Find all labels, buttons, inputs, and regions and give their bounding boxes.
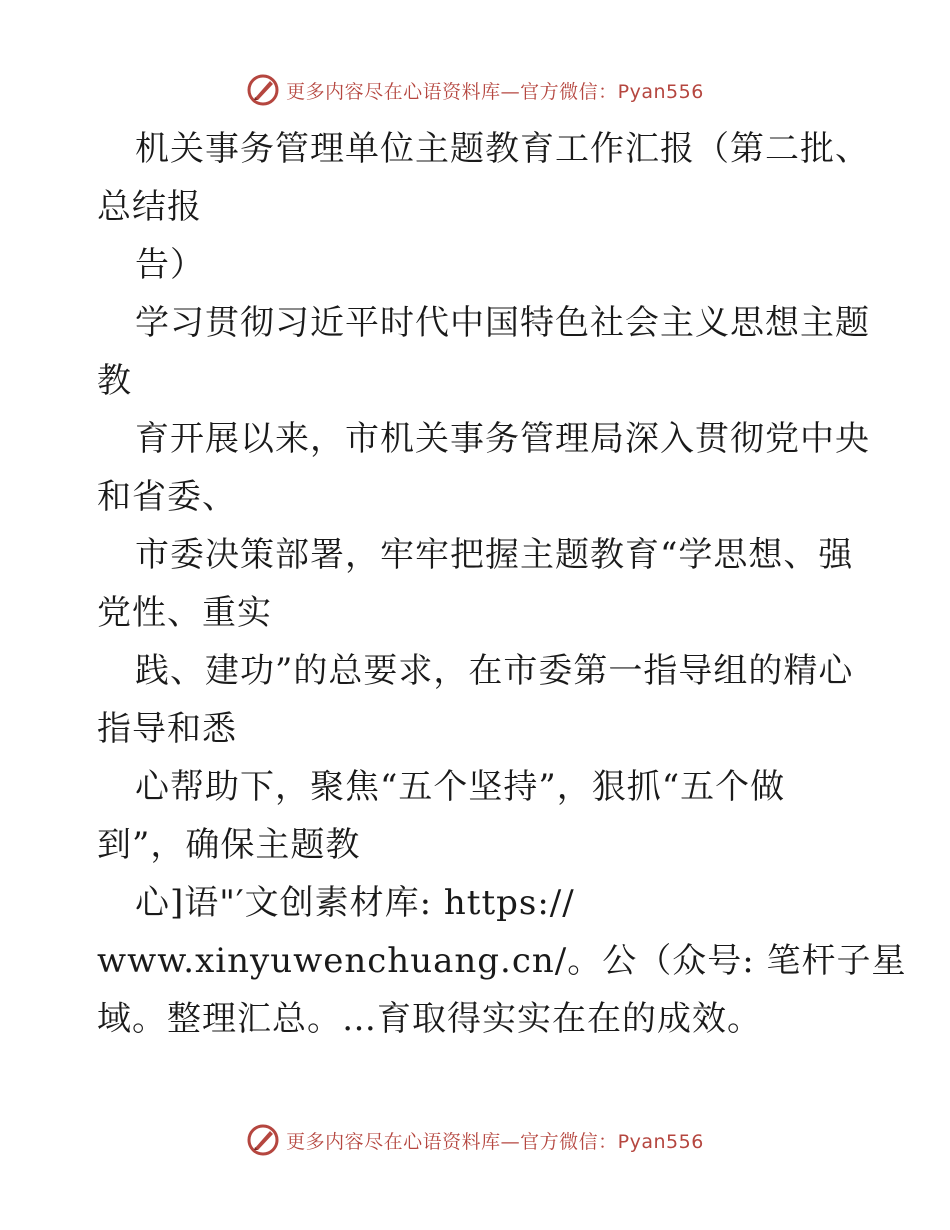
quill-logo-icon [246, 73, 280, 107]
doc-line: 学习贯彻习近平时代中国特色社会主义思想主题 [135, 303, 870, 343]
doc-line: 到”，确保主题教 [97, 825, 361, 865]
header-banner-text [286, 77, 704, 104]
doc-line: 域。整理汇总。…育取得实实在在的成效。 [97, 999, 762, 1039]
header-banner [0, 70, 950, 110]
doc-line: 教 [97, 361, 132, 401]
footer-banner-text [286, 1127, 704, 1154]
doc-line: 总结报 [97, 187, 202, 227]
footer-banner-label: 更多内容尽在心语资料库—官方微信： [286, 1130, 618, 1153]
doc-line: 党性、重实 [97, 593, 272, 633]
doc-line: 指导和悉 [97, 709, 237, 749]
header-wechat-id: Pyan556 [617, 80, 704, 103]
doc-line: 市委决策部署，牢牢把握主题教育“学思想、强 [135, 535, 854, 575]
header-banner-label: 更多内容尽在心语资料库—官方微信： [286, 80, 618, 103]
doc-line: 心帮助下，聚焦“五个坚持”，狠抓“五个做 [135, 767, 786, 807]
footer-banner [0, 1120, 950, 1160]
doc-line: 和省委、 [97, 477, 237, 517]
document-body [97, 120, 907, 1048]
footer-wechat-id: Pyan556 [617, 1130, 704, 1153]
doc-line: 心]语"′文创素材库: https:// [135, 883, 575, 923]
doc-line: 机关事务管理单位主题教育工作汇报（第二批、 [135, 129, 870, 169]
doc-line: 告） [135, 245, 205, 285]
doc-line: www.xinyuwenchuang.cn/。公（众号: 笔杆子星 [97, 941, 907, 981]
doc-line: 育开展以来，市机关事务管理局深入贯彻党中央 [135, 419, 870, 459]
quill-logo-icon [246, 1123, 280, 1157]
doc-line: 践、建功”的总要求，在市委第一指导组的精心 [135, 651, 854, 691]
